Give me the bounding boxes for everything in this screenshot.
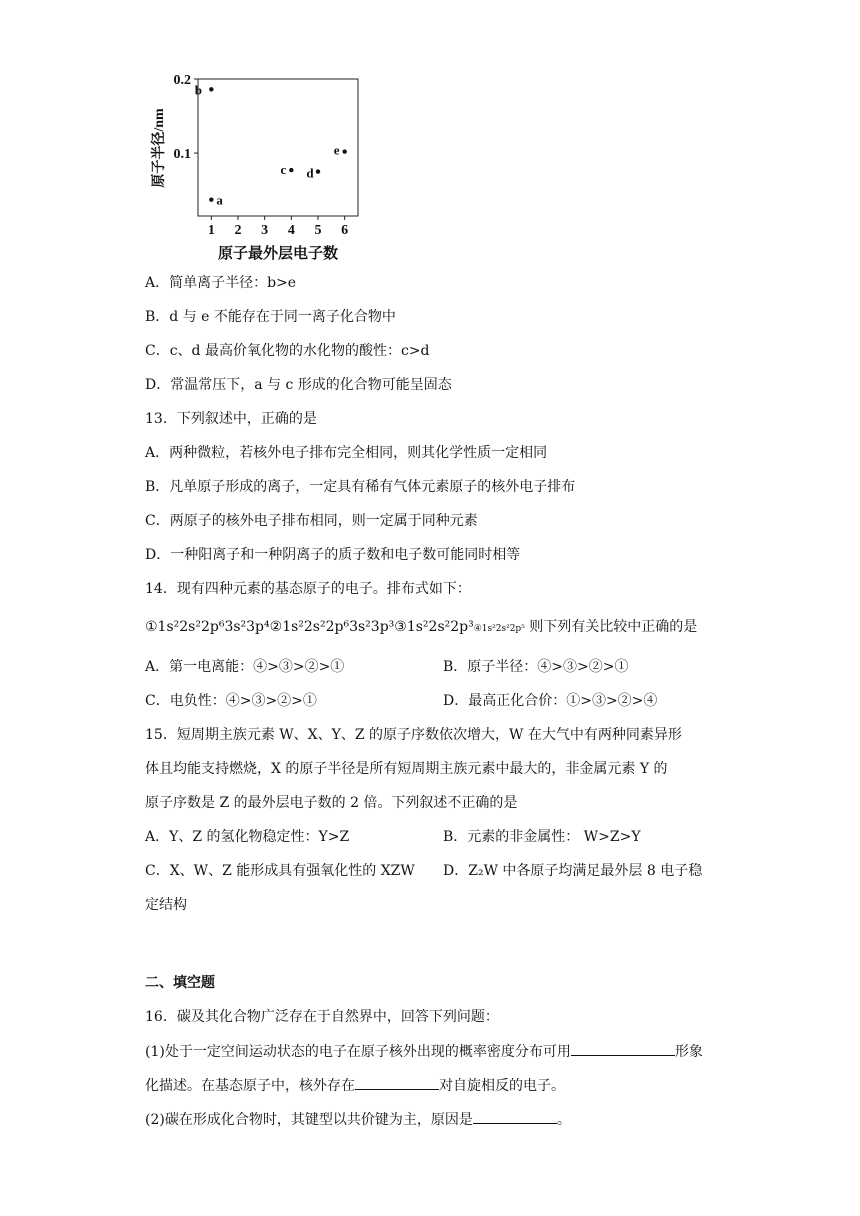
data-point-label-b: b: [194, 82, 202, 98]
q15-stem-line3: 原子序数是 Z 的最外层电子数的 2 倍。下列叙述不正确的是: [145, 795, 518, 811]
q14-config-4: ④1s²2s²2p⁵: [473, 624, 525, 634]
q15-option-b: B．元素的非金属性： W>Z>Y: [443, 829, 641, 845]
q16-part2-line: [145, 1109, 571, 1130]
q16-stem: 16．碳及其化合物广泛存在于自然界中，回答下列问题：: [145, 1009, 499, 1025]
data-point-a: [209, 198, 213, 202]
q15-option-c: C．X、W、Z 能形成具有强氧化性的 XZW: [145, 863, 415, 879]
q13-option-c: C．两原子的核外电子排布相同，则一定属于同种元素: [145, 513, 478, 529]
atomic-radius-chart: [145, 72, 375, 262]
q14-option-c: C．电负性：④>③>②>①: [145, 693, 317, 709]
data-point-e: [342, 149, 346, 153]
q14-configs: [145, 617, 697, 639]
q15-stem-line1: 15．短周期主族元素 W、X、Y、Z 的原子序数依次增大，W 在大气中有两种同素异形: [145, 727, 682, 743]
q14-option-b: B．原子半径：④>③>②>①: [443, 659, 629, 675]
q15-option-d: D．Z₂W 中各原子均满足最外层 8 电子稳: [443, 863, 703, 879]
q15-stem-line2: 体且均能支持燃烧，X 的原子半径是所有短周期主族元素中最大的，非金属元素 Y 的: [145, 761, 668, 777]
q13-option-d: D．一种阳离子和一种阴离子的质子数和电子数可能同时相等: [145, 547, 521, 563]
data-point-label-e: e: [333, 142, 340, 158]
chart-x-label: 原子最外层电子数: [217, 246, 339, 262]
data-point-d: [316, 169, 320, 173]
q16-part1-text-d: 对自旋相反的电子。: [439, 1078, 565, 1094]
q13-option-a: A．两种微粒，若核外电子排布完全相同，则其化学性质一定相同: [145, 445, 548, 461]
q16-part2-text-a: (2)碳在形成化合物时，其键型以共价键为主，原因是: [145, 1112, 473, 1128]
q16-blank-1[interactable]: [571, 1041, 675, 1056]
q14-question: 则下列有关比较中正确的是: [529, 619, 698, 635]
q14-stem: 14．现有四种元素的基态原子的电子。排布式如下：: [145, 581, 471, 597]
q13-stem: 13．下列叙述中，正确的是: [145, 411, 317, 427]
q16-part1-line2: [145, 1075, 565, 1096]
y-tick-label: 0.1: [173, 147, 191, 163]
x-tick-label: 6: [341, 223, 349, 238]
x-tick-label: 3: [261, 223, 269, 238]
q15-option-a: A．Y、Z 的氢化物稳定性：Y>Z: [145, 829, 350, 845]
q14-config-2: ②1s²2s²2p⁶3s²3p³: [269, 619, 395, 635]
x-tick-label: 5: [314, 223, 322, 238]
y-tick-label: 0.2: [173, 73, 191, 88]
data-point-b: [209, 87, 213, 91]
q14-option-a: A．第一电离能：④>③>②>①: [145, 659, 345, 675]
q16-part1-line1: [145, 1041, 703, 1062]
q16-part1-text-c: 化描述。在基态原子中，核外存在: [145, 1078, 355, 1094]
q14-config-1: ①1s²2s²2p⁶3s²3p⁴: [145, 619, 270, 635]
q12-option-a: A．简单离子半径：b>e: [145, 275, 297, 291]
q14-config-3: ③1s²2s²2p³: [394, 619, 474, 635]
q13-option-b: B．凡单原子形成的离子，一定具有稀有气体元素原子的核外电子排布: [145, 479, 576, 495]
x-tick-label: 4: [287, 223, 295, 238]
q16-blank-2[interactable]: [355, 1075, 439, 1090]
q15-option-d-continued: 定结构: [145, 897, 187, 913]
q12-option-c: C．c、d 最高价氧化物的水化物的酸性：c>d: [145, 343, 430, 359]
q16-part1-text-b: 形象: [674, 1044, 703, 1060]
x-tick-label: 2: [234, 223, 242, 238]
q12-option-d: D．常温常压下，a 与 c 形成的化合物可能呈固态: [145, 377, 452, 393]
q12-option-b: B．d 与 e 不能存在于同一离子化合物中: [145, 309, 396, 325]
q14-option-d: D．最高正化合价：①>③>②>④: [443, 693, 658, 709]
data-point-c: [289, 168, 293, 172]
chart-y-label: 原子半径/nm: [152, 108, 167, 188]
data-point-label-a: a: [216, 192, 223, 208]
x-tick-label: 1: [207, 223, 215, 238]
data-point-label-c: c: [280, 162, 287, 178]
data-point-label-d: d: [306, 165, 314, 181]
q16-part1-text-a: (1)处于一定空间运动状态的电子在原子核外出现的概率密度分布可用: [145, 1044, 571, 1060]
section-title: 二、填空题: [145, 975, 215, 991]
q16-part2-text-b: 。: [556, 1112, 571, 1128]
q16-blank-3[interactable]: [473, 1109, 557, 1124]
